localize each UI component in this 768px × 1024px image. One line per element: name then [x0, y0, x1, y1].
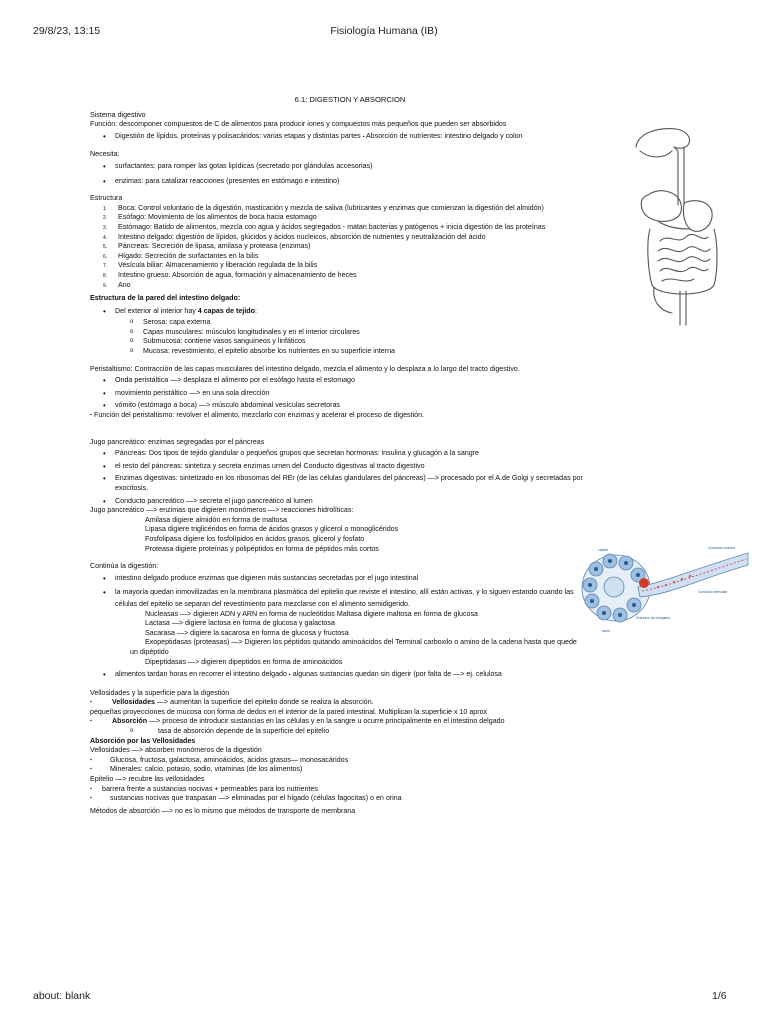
list-item: ▪ barrera frente a sustancias nocivas + permeables para los nutrientes	[90, 785, 610, 795]
collecting-duct	[638, 553, 748, 597]
list-item: ▪ Vellosidades —> aumentan la superficie del epitelio donde se realiza la absorción.	[90, 698, 610, 708]
list-item: 4. Intestino delgado: digestión de lípidos, glúcidos y ácidos nucleicos, absorción de nutrientes y neutralización del ácido	[103, 232, 486, 241]
list-item: ▪ Absorción —> proceso de introducir sustancias en las células y en la sangre u ocurre principalmente en el intestino delgado	[90, 717, 610, 727]
list-item: o Serosa: capa externa	[90, 318, 610, 328]
list-item: Fosfolipasa digiere los fosfolípidos en ácidos grasos, glicerol y fosfato	[145, 534, 365, 543]
list-item: • Enzimas digestivas: sintetizado en los ribosomas del REr (de las células glandulares del páncreas) —> procesado por el A.de Golgi y secretadas por	[90, 474, 610, 484]
list-item: Lipasa digiere triglicéridos en forma de ácidos grasos y glicerol o monoglicéridos	[145, 525, 399, 534]
list-item: • Páncreas: Dos tipos de tejido glandular o pequeños grupos que secretan hormonas: insulina y glucagón a la sangre	[90, 449, 610, 459]
list-item: 6. Hígado: Secreción de surfactantes en la bilis	[103, 251, 259, 260]
zymogen-granule	[639, 578, 649, 588]
list-item: ▪ Minerales: calcio, potasio, sodio, vitaminas (de los alimentos)	[90, 765, 610, 775]
heading-vellosidades: Vellosidades y la superficie para la digestión	[90, 688, 230, 697]
label-acino: acino	[602, 629, 611, 633]
list-item: 5. Páncreas: Secreción de lipasa, amilasa y proteasa (enzimas)	[103, 242, 311, 251]
page-number: 1/6	[712, 990, 727, 1002]
paragraph-metodos: Métodos de absorción —> no es lo mismo que métodos de transporte de membrana	[90, 806, 356, 815]
list-item: • Digestión de lípidos, proteínas y polisacáridos: varias etapas y distintas partes ▪ Absorción de nutrientes: intestino delgado y colon	[90, 132, 610, 143]
footer-url: about: blank	[33, 990, 91, 1002]
list-item: ▪ sustancias nocivas que traspasan —> eliminadas por el hígado (células fagocitas) o en orina	[90, 794, 610, 804]
heading-necesita: Necesita:	[90, 150, 120, 159]
digestive-system-figure	[628, 125, 738, 335]
list-item-continuation: exocitosis.	[115, 484, 149, 492]
list-item: • surfactantes: para romper las gotas lipídicas (secretado por glándulas accesorias)	[90, 162, 610, 172]
list-item-continuation: un dipéptido	[130, 647, 169, 656]
list-item: 1. Boca: Control voluntario de la digestión, masticación y mezcla de saliva (lubricantes y enzimas que comienzan la digestión del almidón)	[103, 203, 544, 212]
list-item: • Del exterior al interior hay 4 capas de tejido:	[90, 307, 610, 317]
list-item: Dipeptidasas —> digieren dipeptidos en forma de aminoácidos	[145, 657, 343, 666]
paragraph-epitelio: Epitelio —> recubre las vellosidades	[90, 775, 205, 784]
list-item: ▪ Glucosa, fructosa, galactosa, aminoácidos, ácidos grasos— monosacáridos	[90, 756, 610, 766]
list-item: Exopeptidasas (proteasas) —> Digieren los péptidos quitando aminoácidos del Terminal carboxilo o amino de la cadena hasta que quede	[145, 638, 577, 647]
list-item: Sacarasa —> digiere la sacarosa en forma de glucosa y fructosa	[145, 628, 349, 637]
heading-continua: Continúa la digestión:	[90, 562, 159, 571]
document-title: 6.1: DIGESTION Y ABSORCION	[294, 95, 406, 104]
list-item: • alimentos tardan horas en recorrer el intestino delgado ▪ algunas sustancias quedan sin digerir (por falta de —> ej. celulosa	[90, 670, 610, 681]
list-item: • Conducto pancreático —> secreta el jugo pancreático al lumen	[90, 497, 610, 507]
list-item: o Submucosa: contiene vasos sanguíneos y linfáticos	[90, 337, 610, 347]
mouth-outline	[636, 129, 690, 149]
list-item-continuation: células del epitelio se separan del revestimiento para mezclarse con el alimento semidigerido.	[115, 599, 410, 608]
paragraph-peristaltismo: Peristaltismo: Contracción de las capas musculares del intestino delgado, mezcla el alimento y lo desplaza a lo largo del tracto digestivo.	[90, 364, 520, 373]
heading-sistema: Sistema digestivo	[90, 110, 146, 119]
list-item: • movimiento peristáltico —> en una sola dirección	[90, 389, 610, 399]
list-item: o Capas musculares: músculos longitudinales y en el interior circulares	[90, 328, 610, 338]
list-item: • intestino delgado produce enzimas que digieren más sustancias secretadas por el jugo intestinal	[90, 574, 610, 584]
list-item: Proteasa digiere proteínas y polipéptidos en forma de péptidos más cortos	[145, 544, 379, 553]
list-item: 2. Esófago: Movimiento de los alimentos de boca hacia estomago	[103, 213, 317, 222]
list-item: 9. Ano	[103, 280, 131, 289]
list-item: ▪ Función del peristaltismo: revolver el alimento, mezclarlo con enzimas y acelerar el proceso de digestión.	[90, 411, 610, 421]
stomach-outline	[683, 201, 712, 232]
heading-estructura: Estructura	[90, 194, 123, 203]
list-item: Nucleasas —> digieren ADN y ARN en forma de nucleótidos Maltasa digiere maltosa en forma de glucosa	[145, 609, 478, 618]
list-item: 7. Vesícula biliar: Almacenamiento y liberación regulada de la bilis	[103, 261, 318, 270]
list-item: 8. Intestino grueso: Absorción de agua, formación y almacenamiento de heces	[103, 270, 357, 279]
pancreatic-acinus-figure	[578, 543, 750, 635]
page-header-title: Fisiología Humana (IB)	[330, 25, 438, 37]
print-datetime: 29/8/23, 13:15	[33, 25, 101, 37]
list-item: Lactasa —> digiere lactosa en forma de glucosa y galactosa	[145, 619, 335, 628]
list-item: • el resto del páncreas: sintetiza y secreta enzimas urnen del Conducto digestivas al tracto digestivo	[90, 462, 610, 472]
list-item: • la mayoría quedan inmovilizadas en la membrana plasmática del epitelio que reviste el intestino, allí están activas, y lo siguen estando cuando las	[90, 588, 610, 598]
heading-absorcion: Absorción por las Vellosidades	[90, 736, 196, 745]
list-item: 3. Estómago: Batido de alimentos, mezcla con agua y ácidos segregados - matan bacterias y patógenos + inicia digestión de las proteínas	[103, 222, 546, 231]
label-conducto-colector: Conducto colector	[708, 546, 736, 550]
label-granulos: Gránulos de zimógeno	[636, 616, 671, 620]
list-item: o Mucosa: revestimiento, el epitelio absorbe los nutrientes en su superficie interna	[90, 347, 610, 357]
heading-jugo: Jugo pancreático: enzimas segregadas por el páncreas	[90, 437, 265, 446]
list-item: o tasa de absorción depende de la superficie del epitelio	[90, 727, 610, 737]
list-item: • enzimas: para catalizar reacciones (presentes en estómago e intestino)	[90, 177, 610, 187]
paragraph-absorcion: Vellosidades —> absorben monómeros de la digestión	[90, 746, 262, 755]
paragraph-vellosidades: pequeñas proyecciones de mucosa con forma de dedos en el interior de la pared intestinal. Multiplican la superficie x 10 aprox	[90, 707, 488, 716]
label-conducto-intercalar: Conducto intercalar	[698, 590, 728, 594]
liver-outline	[641, 191, 681, 222]
paragraph-funcion: Función: descomponer compuestos de C de alimentos para producir iones y compuestos más pequeños que pueden ser absorbidos	[90, 120, 507, 129]
document-body	[90, 95, 610, 816]
list-item: Amilasa digiere almidón en forma de maltosa	[145, 515, 287, 524]
estructura-list	[90, 204, 610, 290]
heading-pared: Estructura de la pared del intestino delgado:	[90, 294, 241, 303]
label-capilar: capilar	[598, 548, 608, 552]
paragraph-jugo-enzimas: Jugo pancreático —> enzimas que digieren monómeros —> reacciones hidrolíticas:	[90, 506, 354, 515]
list-item: • vómito (estómago a boca) —> músculo abdominal vesículas secretoras	[90, 401, 610, 411]
list-item: • Onda peristáltica —> desplaza el alimento por el esófago hasta el estomago	[90, 376, 610, 386]
